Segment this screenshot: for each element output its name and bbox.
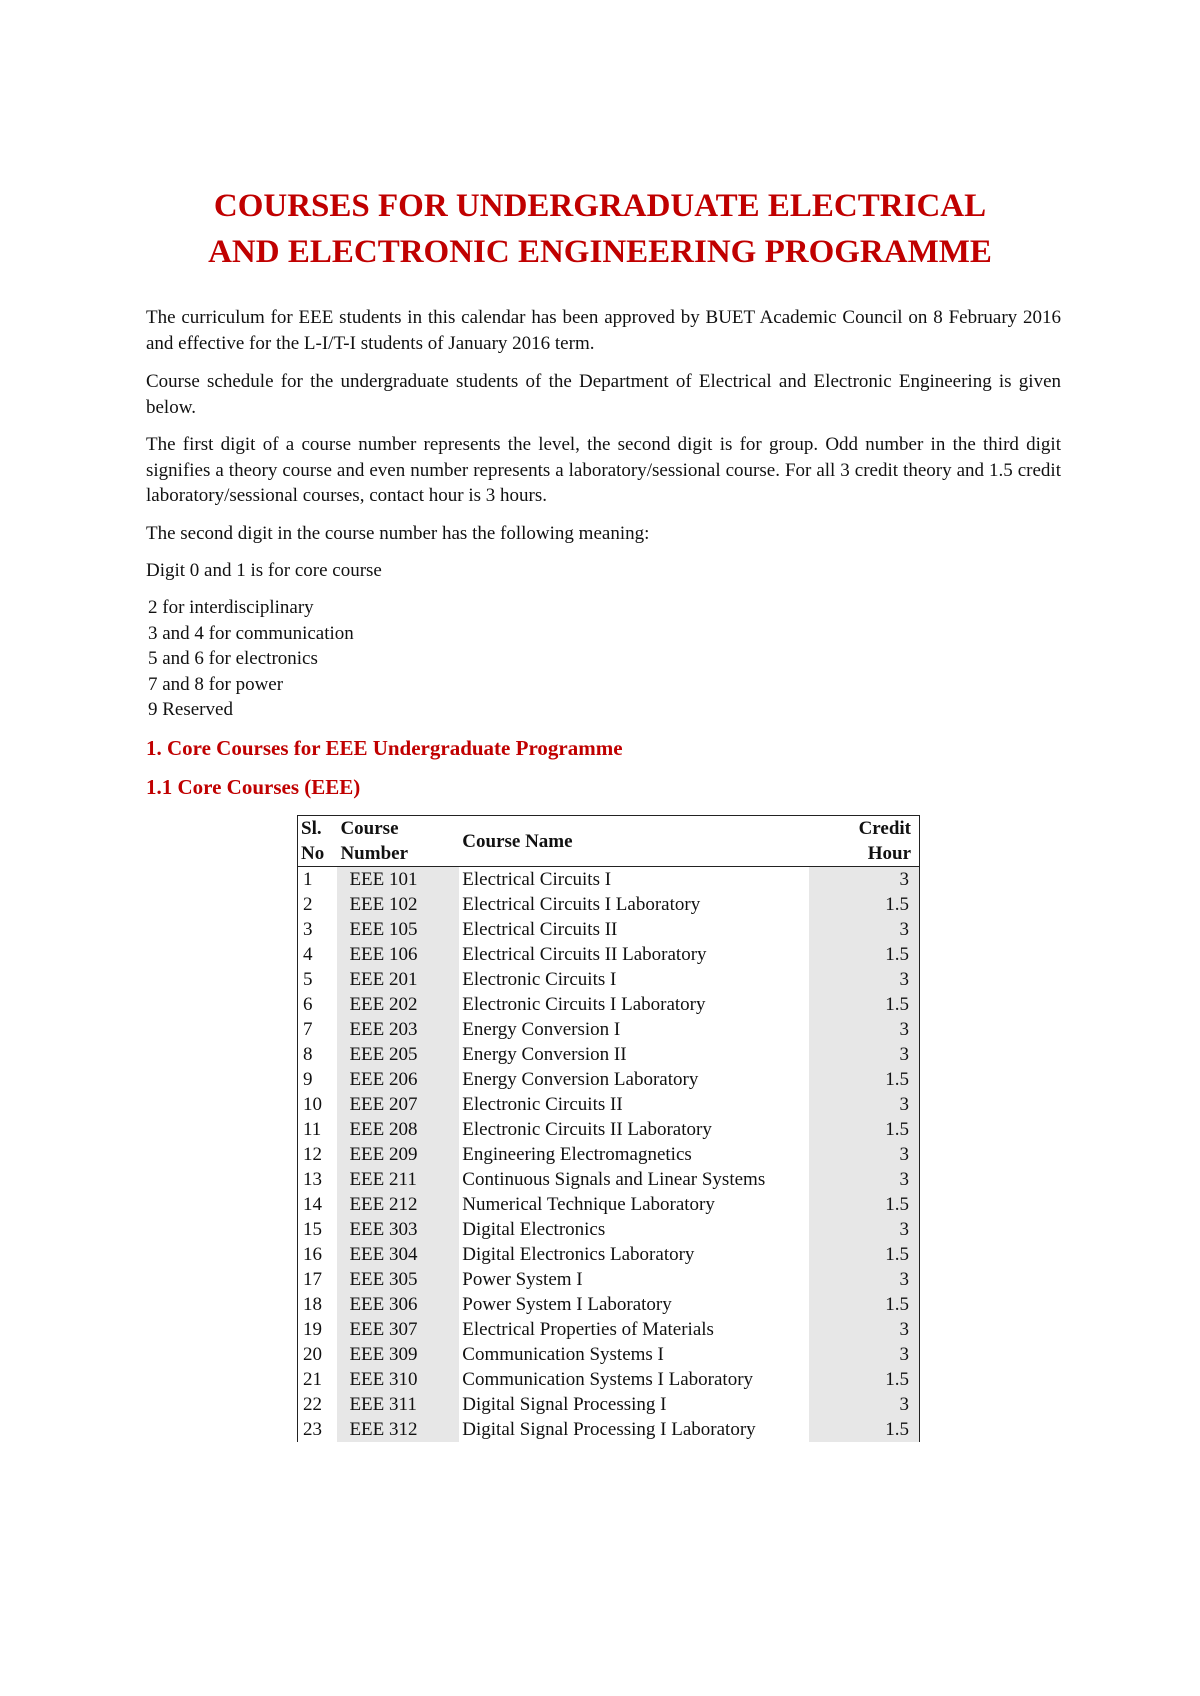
cell-course-number: EEE 309 — [337, 1342, 459, 1367]
list-item: 9 Reserved — [148, 699, 233, 720]
cell-sl-no: 14 — [303, 1194, 322, 1215]
intro-paragraph-schedule: Course schedule for the undergraduate students of the Department of Electrical and Electronic Engineering is given below. — [146, 371, 1061, 418]
subsection-heading: 1.1 Core Courses (EEE) — [146, 775, 361, 799]
cell-course-name: Electrical Circuits I — [462, 869, 612, 890]
cell-course-name: Electrical Properties of Materials — [462, 1319, 714, 1340]
table-row — [298, 942, 920, 967]
table-row — [298, 1292, 920, 1317]
cell-sl-no: 6 — [303, 994, 313, 1015]
cell-credit-hour: 3 — [809, 867, 920, 893]
cell-course-number: EEE 304 — [337, 1242, 459, 1267]
cell-credit-hour: 1.5 — [809, 992, 920, 1017]
cell-credit-hour: 1.5 — [809, 1292, 920, 1317]
intro-paragraph-numbering: The first digit of a course number represents the level, the second digit is for group. Odd number in the third digit signifies a theory course and even number represents a laboratory/sessional course. For all 3 credit theory and 1.5 credit laboratory/sessional courses, contact hour is 3 hours. — [146, 434, 1061, 506]
digit-meaning-intro: The second digit in the course number has the following meaning: — [146, 523, 650, 544]
table-row — [298, 892, 920, 917]
cell-course-number: EEE 207 — [337, 1092, 459, 1117]
cell-course-name: Power System I Laboratory — [462, 1294, 672, 1315]
cell-credit-hour: 3 — [809, 1317, 920, 1342]
cell-credit-hour: 1.5 — [809, 1417, 920, 1442]
header-course-name: Course Name — [459, 816, 808, 867]
section-heading: 1. Core Courses for EEE Undergraduate Programme — [146, 736, 623, 760]
cell-sl-no: 18 — [303, 1294, 322, 1315]
cell-sl-no: 22 — [303, 1394, 322, 1415]
table-row — [298, 1342, 920, 1367]
cell-credit-hour: 3 — [809, 917, 920, 942]
cell-credit-hour: 1.5 — [809, 1242, 920, 1267]
table-row — [298, 1267, 920, 1292]
list-item: 3 and 4 for communication — [148, 622, 354, 644]
cell-sl-no: 15 — [303, 1219, 322, 1240]
table-row — [298, 1192, 920, 1217]
cell-course-number: EEE 206 — [337, 1067, 459, 1092]
table-row — [298, 992, 920, 1017]
cell-course-name: Electronic Circuits I — [462, 969, 617, 990]
cell-course-name: Electrical Circuits I Laboratory — [462, 894, 701, 915]
cell-credit-hour: 1.5 — [809, 1192, 920, 1217]
cell-sl-no: 21 — [303, 1369, 322, 1390]
cell-course-number: EEE 310 — [337, 1367, 459, 1392]
cell-sl-no: 1 — [303, 869, 313, 890]
cell-credit-hour: 1.5 — [809, 942, 920, 967]
cell-course-number: EEE 312 — [337, 1417, 459, 1442]
cell-course-number: EEE 305 — [337, 1267, 459, 1292]
cell-course-name: Digital Signal Processing I — [462, 1394, 667, 1415]
cell-sl-no: 2 — [303, 894, 313, 915]
cell-sl-no: 16 — [303, 1244, 322, 1265]
cell-course-number: EEE 208 — [337, 1117, 459, 1142]
cell-credit-hour: 3 — [809, 1342, 920, 1367]
cell-credit-hour: 1.5 — [809, 892, 920, 917]
table-row — [298, 1217, 920, 1242]
cell-course-number: EEE 105 — [337, 917, 459, 942]
cell-course-name: Digital Electronics — [462, 1219, 606, 1240]
table-row — [298, 967, 920, 992]
cell-course-number: EEE 201 — [337, 967, 459, 992]
table-row — [298, 1417, 920, 1442]
cell-course-number: EEE 101 — [337, 867, 459, 893]
cell-sl-no: 23 — [303, 1419, 322, 1440]
title-line-2: AND ELECTRONIC ENGINEERING PROGRAMME — [208, 234, 992, 270]
cell-course-name: Electrical Circuits II Laboratory — [462, 944, 707, 965]
course-rows — [298, 867, 920, 1443]
list-item: 2 for interdisciplinary — [148, 597, 314, 618]
list-item: 5 and 6 for electronics — [148, 648, 318, 669]
table-row — [298, 1117, 920, 1142]
cell-sl-no: 8 — [303, 1044, 313, 1065]
digit-meaning-list — [148, 595, 354, 723]
cell-sl-no: 19 — [303, 1319, 322, 1340]
cell-course-name: Digital Signal Processing I Laboratory — [462, 1419, 756, 1440]
cell-course-name: Engineering Electromagnetics — [462, 1144, 692, 1165]
cell-sl-no: 10 — [303, 1094, 322, 1115]
cell-sl-no: 5 — [303, 969, 313, 990]
table-row — [298, 1092, 920, 1117]
cell-sl-no: 13 — [303, 1169, 322, 1190]
cell-sl-no: 9 — [303, 1069, 313, 1090]
cell-credit-hour: 3 — [809, 1142, 920, 1167]
cell-credit-hour: 1.5 — [809, 1067, 920, 1092]
cell-course-name: Electronic Circuits II Laboratory — [462, 1119, 712, 1140]
table-row — [298, 1042, 920, 1067]
table-row — [298, 1392, 920, 1417]
cell-course-name: Energy Conversion II — [462, 1044, 627, 1065]
cell-credit-hour: 3 — [809, 1217, 920, 1242]
cell-sl-no: 4 — [303, 944, 313, 965]
cell-course-name: Numerical Technique Laboratory — [462, 1194, 715, 1215]
table-row — [298, 867, 920, 893]
core-digit-note: Digit 0 and 1 is for core course — [146, 560, 382, 581]
intro-paragraph-approval: The curriculum for EEE students in this calendar has been approved by BUET Academic Council on 8 February 2016 and effective for the L-I/T-I students of January 2016 term. — [146, 307, 1061, 354]
table-row — [298, 1017, 920, 1042]
cell-course-number: EEE 211 — [337, 1167, 459, 1192]
cell-course-name: Power System I — [462, 1269, 583, 1290]
cell-course-name: Electrical Circuits II — [462, 919, 618, 940]
cell-course-number: EEE 311 — [337, 1392, 459, 1417]
cell-credit-hour: 3 — [809, 1167, 920, 1192]
cell-credit-hour: 3 — [809, 1267, 920, 1292]
header-sl-no: Sl. No — [298, 816, 338, 867]
cell-course-number: EEE 212 — [337, 1192, 459, 1217]
cell-course-name: Electronic Circuits II — [462, 1094, 623, 1115]
table-row — [298, 1067, 920, 1092]
cell-sl-no: 17 — [303, 1269, 322, 1290]
cell-course-number: EEE 303 — [337, 1217, 459, 1242]
cell-course-name: Continuous Signals and Linear Systems — [462, 1169, 766, 1190]
cell-course-number: EEE 102 — [337, 892, 459, 917]
cell-course-number: EEE 307 — [337, 1317, 459, 1342]
cell-sl-no: 3 — [303, 919, 313, 940]
cell-course-name: Energy Conversion I — [462, 1019, 621, 1040]
table-row — [298, 917, 920, 942]
cell-credit-hour: 1.5 — [809, 1367, 920, 1392]
cell-credit-hour: 3 — [809, 1017, 920, 1042]
cell-credit-hour: 3 — [809, 1392, 920, 1417]
cell-course-name: Communication Systems I Laboratory — [462, 1369, 754, 1390]
cell-course-number: EEE 205 — [337, 1042, 459, 1067]
core-courses-table — [297, 815, 920, 1442]
cell-credit-hour: 1.5 — [809, 1117, 920, 1142]
cell-course-number: EEE 106 — [337, 942, 459, 967]
table-row — [298, 1367, 920, 1392]
cell-course-name: Energy Conversion Laboratory — [462, 1069, 699, 1090]
cell-sl-no: 20 — [303, 1344, 322, 1365]
header-credit-hour: Credit Hour — [809, 816, 920, 867]
table-row — [298, 1242, 920, 1267]
cell-course-number: EEE 202 — [337, 992, 459, 1017]
page-title — [0, 183, 1200, 275]
cell-sl-no: 7 — [303, 1019, 313, 1040]
cell-course-name: Digital Electronics Laboratory — [462, 1244, 695, 1265]
cell-credit-hour: 3 — [809, 1042, 920, 1067]
table-row — [298, 1167, 920, 1192]
cell-course-name: Communication Systems I — [462, 1344, 664, 1365]
table-row — [298, 1317, 920, 1342]
table-header-row — [298, 816, 920, 867]
cell-credit-hour: 3 — [809, 1092, 920, 1117]
list-item: 7 and 8 for power — [148, 673, 284, 695]
cell-course-name: Electronic Circuits I Laboratory — [462, 994, 706, 1015]
cell-credit-hour: 3 — [809, 967, 920, 992]
cell-course-number: EEE 203 — [337, 1017, 459, 1042]
cell-course-number: EEE 209 — [337, 1142, 459, 1167]
table-row — [298, 1142, 920, 1167]
cell-sl-no: 12 — [303, 1144, 322, 1165]
title-line-1: COURSES FOR UNDERGRADUATE ELECTRICAL — [213, 188, 987, 224]
header-course-number: Course Number — [337, 816, 459, 867]
cell-sl-no: 11 — [303, 1119, 322, 1140]
cell-course-number: EEE 306 — [337, 1292, 459, 1317]
